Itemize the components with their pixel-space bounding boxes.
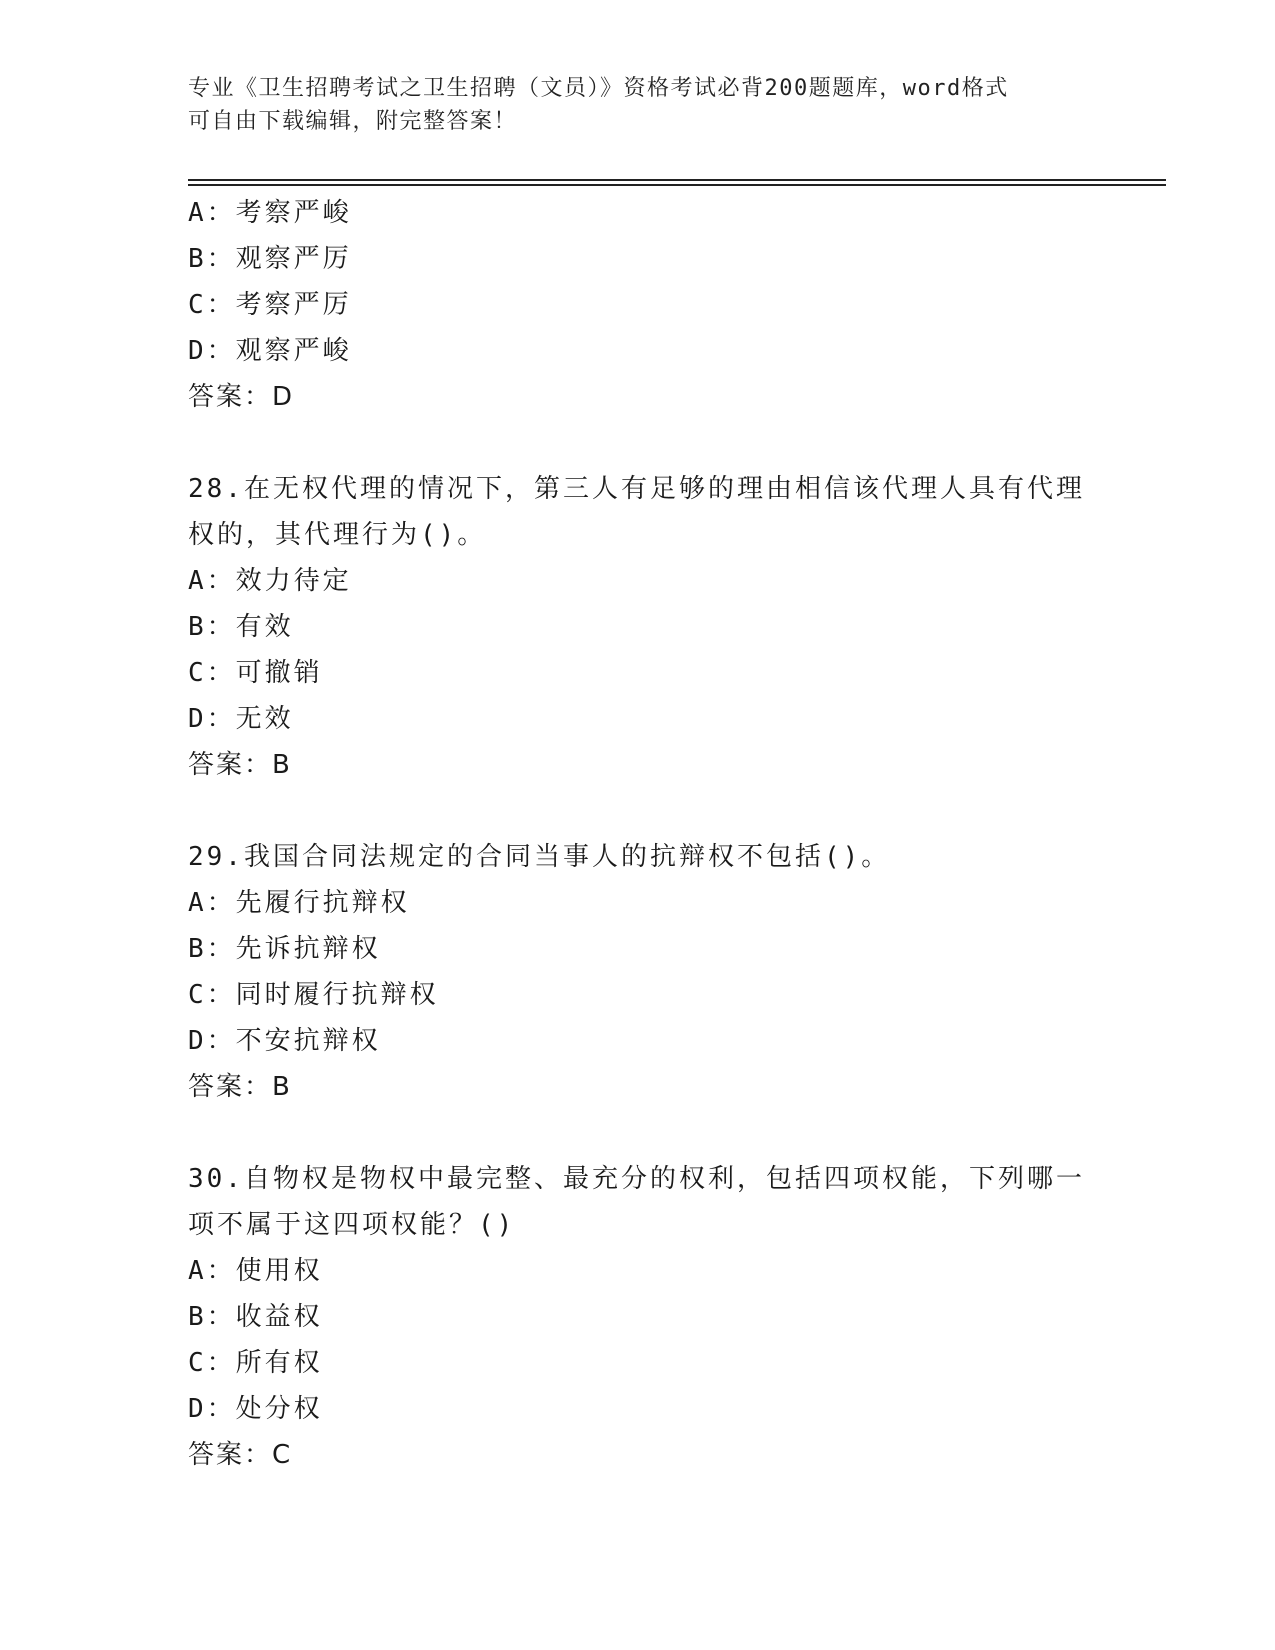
answer-line: 答案：B	[188, 750, 292, 780]
spacer	[188, 788, 1088, 834]
option-c: C：考察严厉	[188, 290, 352, 320]
option-d: D：观察严峻	[188, 336, 352, 366]
option-b: B：先诉抗辩权	[188, 934, 381, 964]
header-title-line-2: 可自由下载编辑，附完整答案！	[188, 109, 518, 134]
question-stem-line-1: 28.在无权代理的情况下，第三人有足够的理由相信该代理人具有代理	[188, 474, 1085, 504]
option-d: D：无效	[188, 704, 294, 734]
option-b: B：观察严厉	[188, 244, 352, 274]
question-29	[188, 834, 1088, 1110]
spacer	[188, 1110, 1088, 1156]
option-a: A：使用权	[188, 1256, 323, 1286]
header-divider-top	[188, 179, 1166, 181]
question-stem-line-2: 项不属于这四项权能？()	[188, 1210, 516, 1240]
question-stem-line-1: 29.我国合同法规定的合同当事人的抗辩权不包括()。	[188, 842, 891, 872]
question-stem-line-1: 30.自物权是物权中最完整、最充分的权利，包括四项权能，下列哪一	[188, 1164, 1085, 1194]
question-30	[188, 1156, 1088, 1478]
question-stem-line-2: 权的，其代理行为()。	[188, 520, 487, 550]
option-a: A：效力待定	[188, 566, 352, 596]
option-a: A：考察严峻	[188, 198, 352, 228]
option-c: C：同时履行抗辩权	[188, 980, 439, 1010]
option-d: D：不安抗辩权	[188, 1026, 381, 1056]
document-header	[188, 72, 1068, 138]
option-c: C：所有权	[188, 1348, 323, 1378]
spacer	[188, 420, 1088, 466]
option-b: B：有效	[188, 612, 294, 642]
answer-line: 答案：B	[188, 1072, 292, 1102]
question-27-partial	[188, 190, 1088, 420]
question-28	[188, 466, 1088, 788]
option-b: B：收益权	[188, 1302, 323, 1332]
option-a: A：先履行抗辩权	[188, 888, 410, 918]
header-title-line-1: 专业《卫生招聘考试之卫生招聘（文员）》资格考试必背200题题库，word格式	[188, 76, 1009, 101]
option-d: D：处分权	[188, 1394, 323, 1424]
answer-line: 答案：C	[188, 1440, 293, 1470]
question-list	[188, 190, 1088, 1478]
header-divider-bottom	[188, 184, 1166, 186]
option-c: C：可撤销	[188, 658, 323, 688]
answer-line: 答案：D	[188, 382, 295, 412]
